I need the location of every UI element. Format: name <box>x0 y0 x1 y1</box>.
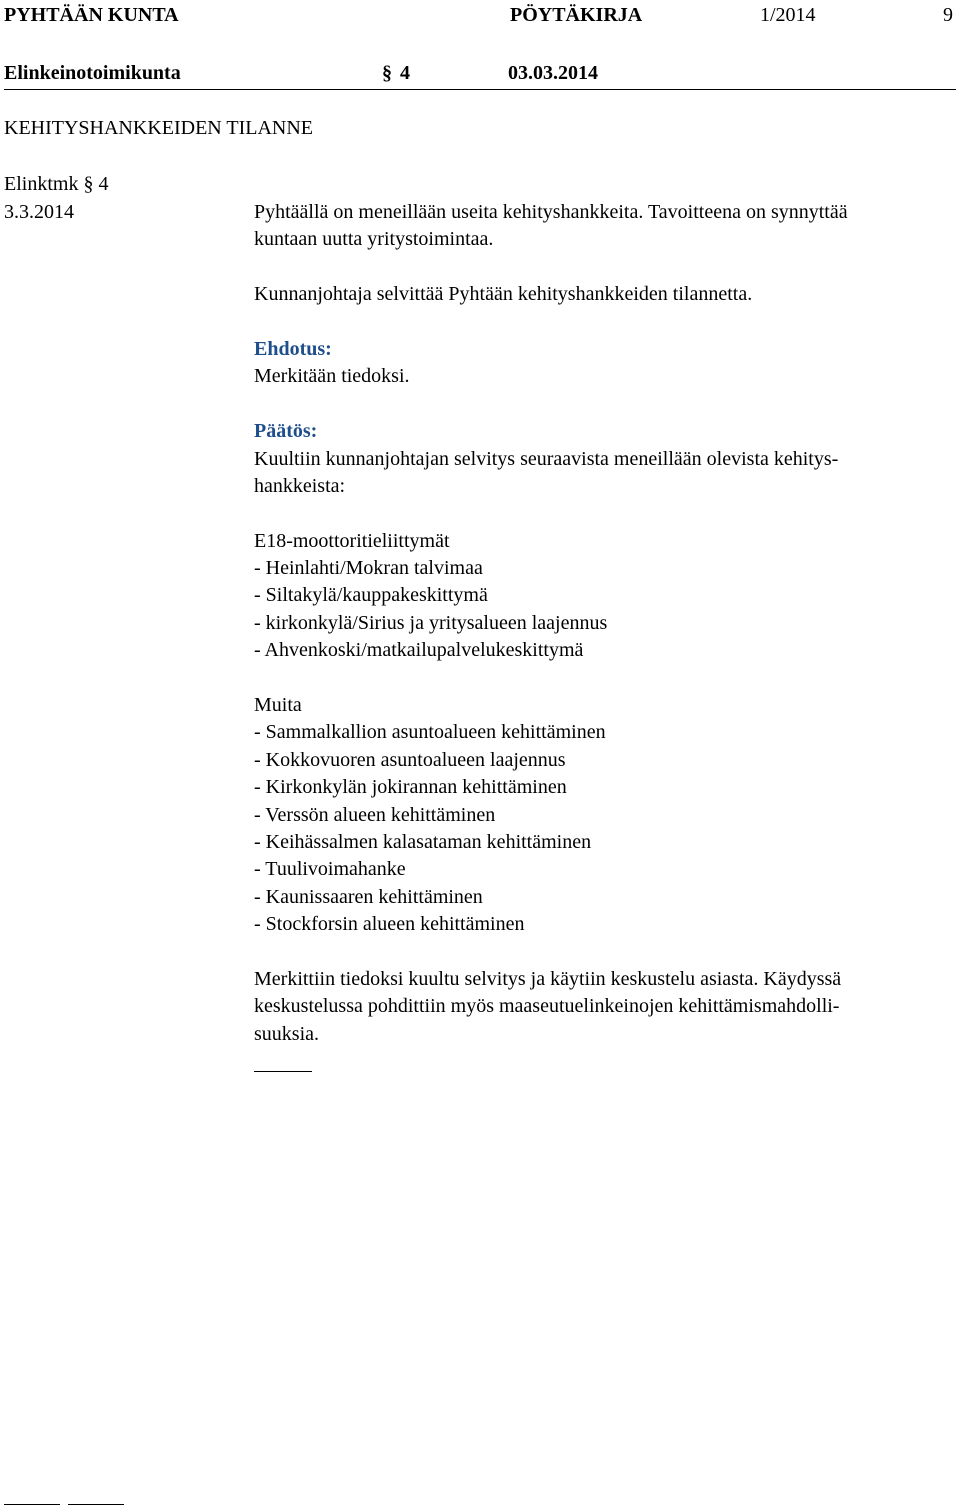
section-number: 4 <box>400 62 410 84</box>
list-item: - Verssön alueen kehittäminen <box>254 804 496 826</box>
signature-line-2 <box>68 1504 124 1505</box>
proposal-text: Merkitään tiedoksi. <box>254 365 410 387</box>
list-item: - Keihässalmen kalasataman kehittäminen <box>254 831 592 853</box>
list-item: - Sammalkallion asuntoalueen kehittäminen <box>254 721 606 743</box>
decision-line-1: Kuultiin kunnanjohtajan selvitys seuraavista meneillään olevista kehitys- <box>254 448 839 470</box>
list-item: - kirkonkylä/Sirius ja yritysalueen laajennus <box>254 612 608 634</box>
section-sign: § <box>382 62 392 84</box>
header-divider <box>4 89 956 90</box>
intro-line-1: Pyhtäällä on meneillään useita kehityshankkeita. Tavoitteena on synnyttää <box>254 201 848 223</box>
decision-line-2: hankkeista: <box>254 475 346 497</box>
committee-name: Elinkeinotoimikunta <box>4 62 181 84</box>
document-type: PÖYTÄKIRJA <box>510 4 643 26</box>
list-item: - Kokkovuoren asuntoalueen laajennus <box>254 749 566 771</box>
group1-title: E18-moottoritieliittymät <box>254 530 450 552</box>
end-rule <box>254 1071 312 1072</box>
reference-line-2: 3.3.2014 <box>4 201 74 223</box>
list-item: - Kirkonkylän jokirannan kehittäminen <box>254 776 567 798</box>
list-item: - Heinlahti/Mokran talvimaa <box>254 557 483 579</box>
intro-line-3: Kunnanjohtaja selvittää Pyhtään kehityshankkeiden tilannetta. <box>254 283 753 305</box>
page-number: 9 <box>943 4 953 26</box>
proposal-heading: Ehdotus: <box>254 338 332 360</box>
closing-line-2: keskustelussa pohdittiin myös maaseutuelinkeinojen kehittämismahdolli- <box>254 995 840 1017</box>
intro-line-2: kuntaan uutta yritystoimintaa. <box>254 228 494 250</box>
list-item: - Siltakylä/kauppakeskittymä <box>254 584 488 606</box>
signature-line-1 <box>4 1504 60 1505</box>
closing-line-3: suuksia. <box>254 1023 319 1045</box>
group2-title: Muita <box>254 694 302 716</box>
closing-line-1: Merkittiin tiedoksi kuultu selvitys ja käytiin keskustelu asiasta. Käydyssä <box>254 968 842 990</box>
list-item: - Stockforsin alueen kehittäminen <box>254 913 525 935</box>
document-number: 1/2014 <box>760 4 816 26</box>
list-item: - Tuulivoimahanke <box>254 858 406 880</box>
decision-heading: Päätös: <box>254 420 318 442</box>
list-item: - Kaunissaaren kehittäminen <box>254 886 483 908</box>
reference-line-1: Elinktmk § 4 <box>4 173 109 195</box>
page-title: KEHITYSHANKKEIDEN TILANNE <box>4 117 314 139</box>
meeting-date: 03.03.2014 <box>508 62 598 84</box>
list-item: - Ahvenkoski/matkailupalvelukeskittymä <box>254 639 584 661</box>
organization-name: PYHTÄÄN KUNTA <box>4 4 179 26</box>
